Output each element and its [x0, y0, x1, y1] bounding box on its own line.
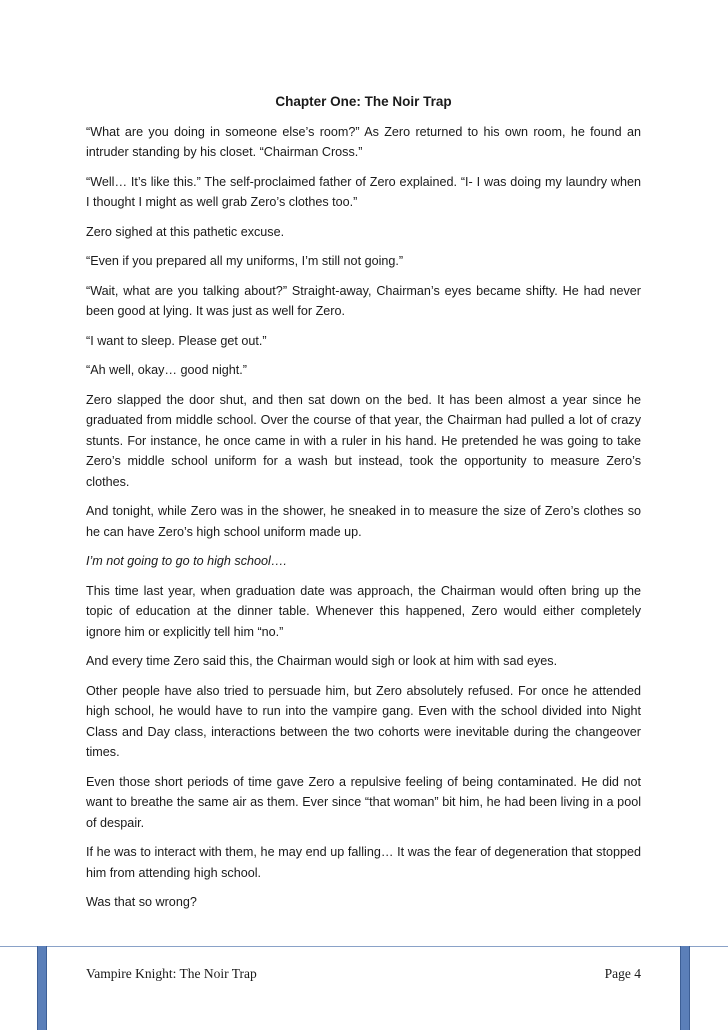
paragraph: “Well… It’s like this.” The self-proclaimed father of Zero explained. “I- I was doing my laundry when I thought I might as well grab Zero’s clothes too.” — [86, 174, 641, 209]
page-content — [86, 92, 641, 922]
paragraph: “I want to sleep. Please get out.” — [86, 333, 267, 348]
paragraph: Zero slapped the door shut, and then sat down on the bed. It has been almost a year since he graduated from middle school. Over the course of that year, the Chairman had pulled a lot of crazy stunts. For instance, he once came in with a ruler in his hand. He pretended he was going to take Zero’s middle school uniform for a wash but instead, took the opportunity to measure Zero’s clothes. — [86, 392, 641, 489]
footer-left-bar — [37, 946, 47, 1030]
paragraph: “Wait, what are you talking about?” Straight-away, Chairman’s eyes became shifty. He had never been good at lying. It was just as well for Zero. — [86, 283, 641, 318]
italic-thought: I’m not going to go to high school…. — [86, 554, 287, 568]
paragraph: Zero sighed at this pathetic excuse. — [86, 224, 285, 239]
paragraph: “Ah well, okay… good night.” — [86, 363, 248, 377]
paragraph: And every time Zero said this, the Chairman would sigh or look at him with sad eyes. — [86, 654, 558, 668]
footer-title: Vampire Knight: The Noir Trap — [86, 966, 257, 981]
paragraph: If he was to interact with them, he may end up falling… It was the fear of degeneration that stopped him from attending high school. — [86, 845, 641, 880]
paragraph: Other people have also tried to persuade him, but Zero absolutely refused. For once he attended high school, he would have to run into the vampire gang. Even with the school divided into Night Class and Day class, interactions between the two cohorts were inevitable during the changeover times. — [86, 683, 641, 759]
footer-right-bar — [680, 946, 690, 1030]
page-footer — [86, 966, 641, 988]
page-number: Page 4 — [604, 966, 641, 981]
paragraph: Was that so wrong? — [86, 895, 197, 909]
paragraph: “What are you doing in someone else’s room?” As Zero returned to his own room, he found an intruder standing by his closet. “Chairman Cross.” — [86, 124, 641, 159]
chapter-title: Chapter One: The Noir Trap — [275, 94, 452, 109]
paragraph: This time last year, when graduation date was approach, the Chairman would often bring up the topic of education at the dinner table. Whenever this happened, Zero would either completely ignore him or explicitly tell him “no.” — [86, 583, 641, 639]
paragraph: “Even if you prepared all my uniforms, I’m still not going.” — [86, 254, 404, 268]
paragraph: And tonight, while Zero was in the shower, he sneaked in to measure the size of Zero’s clothes so he can have Zero’s high school uniform made up. — [86, 504, 641, 539]
footer-divider — [0, 946, 728, 947]
paragraph: Even those short periods of time gave Zero a repulsive feeling of being contaminated. He did not want to breathe the same air as them. Ever since “that woman” bit him, he had been living in a pool of despair. — [86, 774, 641, 830]
